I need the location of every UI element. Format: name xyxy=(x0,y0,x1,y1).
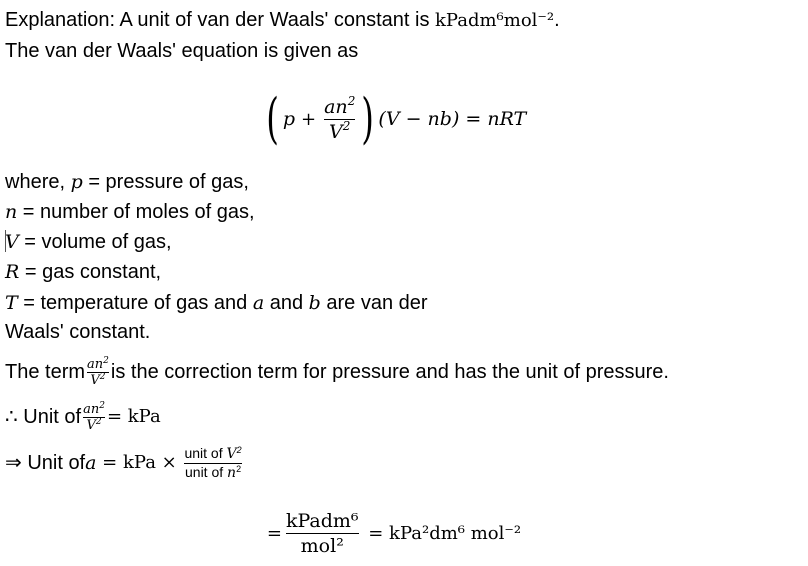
eq-plus: + xyxy=(301,108,317,130)
implies-mid: = kPa × xyxy=(96,452,183,473)
eq-rest: (V − nb) = nRT xyxy=(378,108,527,130)
term-post: is the correction term for pressure and has the unit of pressure. xyxy=(110,361,669,383)
final-num: kPadm⁶ xyxy=(285,509,359,532)
term-fraction: $\frac{an^2}{V^2}$ xyxy=(87,355,109,388)
final-post: = kPa²dm⁶ mol⁻² xyxy=(362,522,522,544)
temp-text-2: and xyxy=(264,292,309,314)
symbol-n: n xyxy=(5,201,18,223)
equation-intro: The van der Waals' equation is given as xyxy=(5,40,359,62)
waals-line: Waals' constant. xyxy=(5,321,151,343)
final-line xyxy=(0,505,808,561)
van-der-waals-equation xyxy=(0,84,808,154)
where-v-line xyxy=(5,230,172,254)
where-r-text: = gas constant, xyxy=(19,261,162,283)
implies-num: unit of V xyxy=(184,444,237,462)
symbol-b: b xyxy=(308,292,321,314)
symbol-v: V xyxy=(5,231,19,253)
where-p-line xyxy=(5,170,249,194)
implies-fraction: $\frac{unit of V^2}{unit of n^2}$ xyxy=(184,444,242,481)
unit-expression: kPadm⁶mol⁻² xyxy=(435,10,555,31)
implies-pre: ⇒ Unit of xyxy=(5,452,86,474)
therefore-pre: ∴ Unit of xyxy=(5,406,82,428)
period: . xyxy=(554,9,560,31)
eq-p: p xyxy=(282,108,296,130)
right-paren: ) xyxy=(361,87,375,150)
implies-line xyxy=(5,441,244,485)
where-v-text: = volume of gas, xyxy=(18,231,172,253)
symbol-p: p xyxy=(70,171,83,193)
explanation-label: Explanation xyxy=(5,9,110,31)
temp-line xyxy=(5,291,428,315)
implies-den: unit of n xyxy=(185,463,237,481)
symbol-t: T xyxy=(5,292,18,314)
eq-frac-den: V xyxy=(329,120,343,143)
where-n-text: = number of moles of gas, xyxy=(17,201,255,223)
eq-fraction: $\frac{an^2}{V^2}$ xyxy=(324,93,356,143)
where-n-line xyxy=(5,200,255,224)
therefore-post: = kPa xyxy=(106,406,161,427)
where-p-text: = pressure of gas, xyxy=(82,171,249,193)
where-r-line xyxy=(5,260,161,284)
term-pre: The term xyxy=(5,361,86,383)
temp-text-3: are van der xyxy=(320,292,428,314)
therefore-fraction: $\frac{an^2}{V^2}$ xyxy=(83,400,105,433)
final-den: mol² xyxy=(300,534,344,557)
eq-frac-num: an xyxy=(324,95,348,118)
therefore-line xyxy=(5,397,161,437)
term-line xyxy=(5,352,669,392)
implies-symbol-a: a xyxy=(85,452,97,474)
symbol-a: a xyxy=(252,292,265,314)
final-fraction xyxy=(286,509,359,558)
temp-text-1: = temperature of gas and xyxy=(17,292,253,314)
explanation-text: : A unit of van der Waals' constant is xyxy=(109,9,435,31)
symbol-r: R xyxy=(5,261,20,283)
where-prefix: where, xyxy=(5,171,71,193)
explanation-line xyxy=(5,8,560,33)
final-equals: = xyxy=(266,522,282,544)
left-paren: ( xyxy=(265,87,279,150)
